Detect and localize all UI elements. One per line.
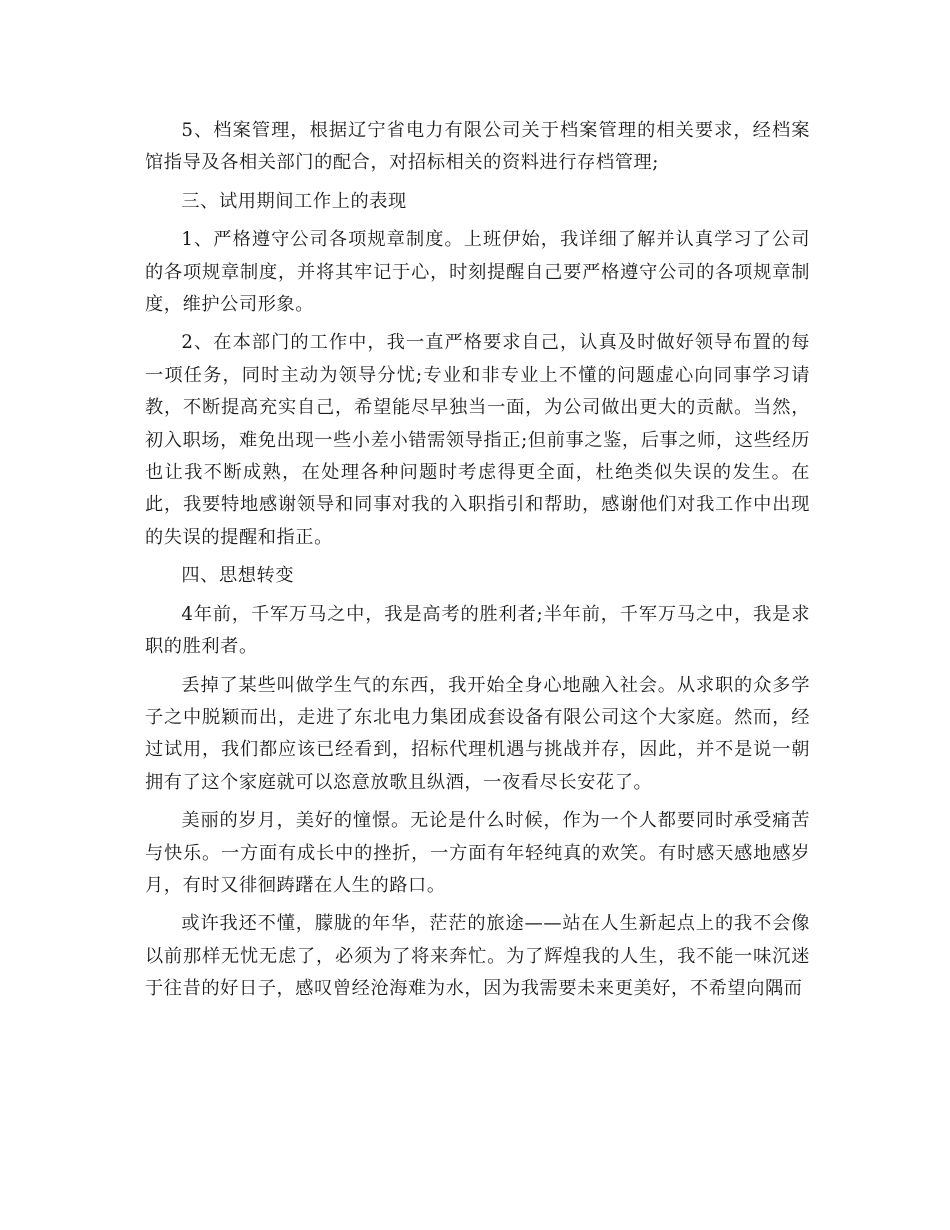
paragraph-archive-management: 5、档案管理，根据辽宁省电力有限公司关于档案管理的相关要求，经档案馆指导及各相关部门的配合，对招标相关的资料进行存档管理; (145, 120, 810, 174)
section-heading-probation-performance: 三、试用期间工作上的表现 (181, 190, 407, 212)
paragraph-department-work: 2、在本部门的工作中，我一直严格要求自己，认真及时做好领导布置的每一项任务，同时主动为领导分忧;专业和非专业上不懂的问题虚心向同事学习请教，不断提高充实自己，希望能尽早独当一面，为公司做出更大的贡献。当然，初入职场，难免出现一些小差小错需领导指正;但前事之鉴，后事之师，这些经历也让我不断成熟，在处理各种问题时考虑得更全面，杜绝类似失误的发生。在此，我要特地感谢领导和同事对我的入职指引和帮助，感谢他们对我工作中出现的失误的提醒和指正。 (145, 332, 810, 548)
paragraph-rules-compliance: 1、严格遵守公司各项规章制度。上班伊始，我详细了解并认真学习了公司的各项规章制度，并将其牢记于心，时刻提醒自己要严格遵守公司的各项规章制度，维护公司形象。 (145, 229, 810, 316)
section-heading-mindset-change: 四、思想转变 (181, 565, 295, 587)
paragraph-join-society: 丢掉了某些叫做学生气的东西，我开始全身心地融入社会。从求职的众多学子之中脱颖而出，走进了东北电力集团成套设备有限公司这个大家庭。然而，经过试用，我们都应该已经看到，招标代理机遇与挑战并存，因此，并不是说一朝拥有了这个家庭就可以恣意放歌且纵酒，一夜看尽长安花了。 (145, 674, 810, 793)
paragraph-beautiful-years: 美丽的岁月，美好的憧憬。无论是什么时候，作为一个人都要同时承受痛苦与快乐。一方面有成长中的挫折，一方面有年轻纯真的欢笑。有时感天感地感岁月，有时又徘徊踌躇在人生的路口。 (145, 810, 810, 896)
document-page (145, 115, 810, 1012)
paragraph-future: 或许我还不懂，朦胧的年华，茫茫的旅途——站在人生新起点上的我不会像以前那样无忧无虑了，必须为了将来奔忙。为了辉煌我的人生，我不能一味沉迷于往昔的好日子，感叹曾经沧海难为水，因为我需要未来更美好，不希望向隅而 (145, 913, 810, 1000)
paragraph-winner: 4年前，千军万马之中，我是高考的胜利者;半年前，千军万马之中，我是求职的胜利者。 (145, 603, 810, 658)
